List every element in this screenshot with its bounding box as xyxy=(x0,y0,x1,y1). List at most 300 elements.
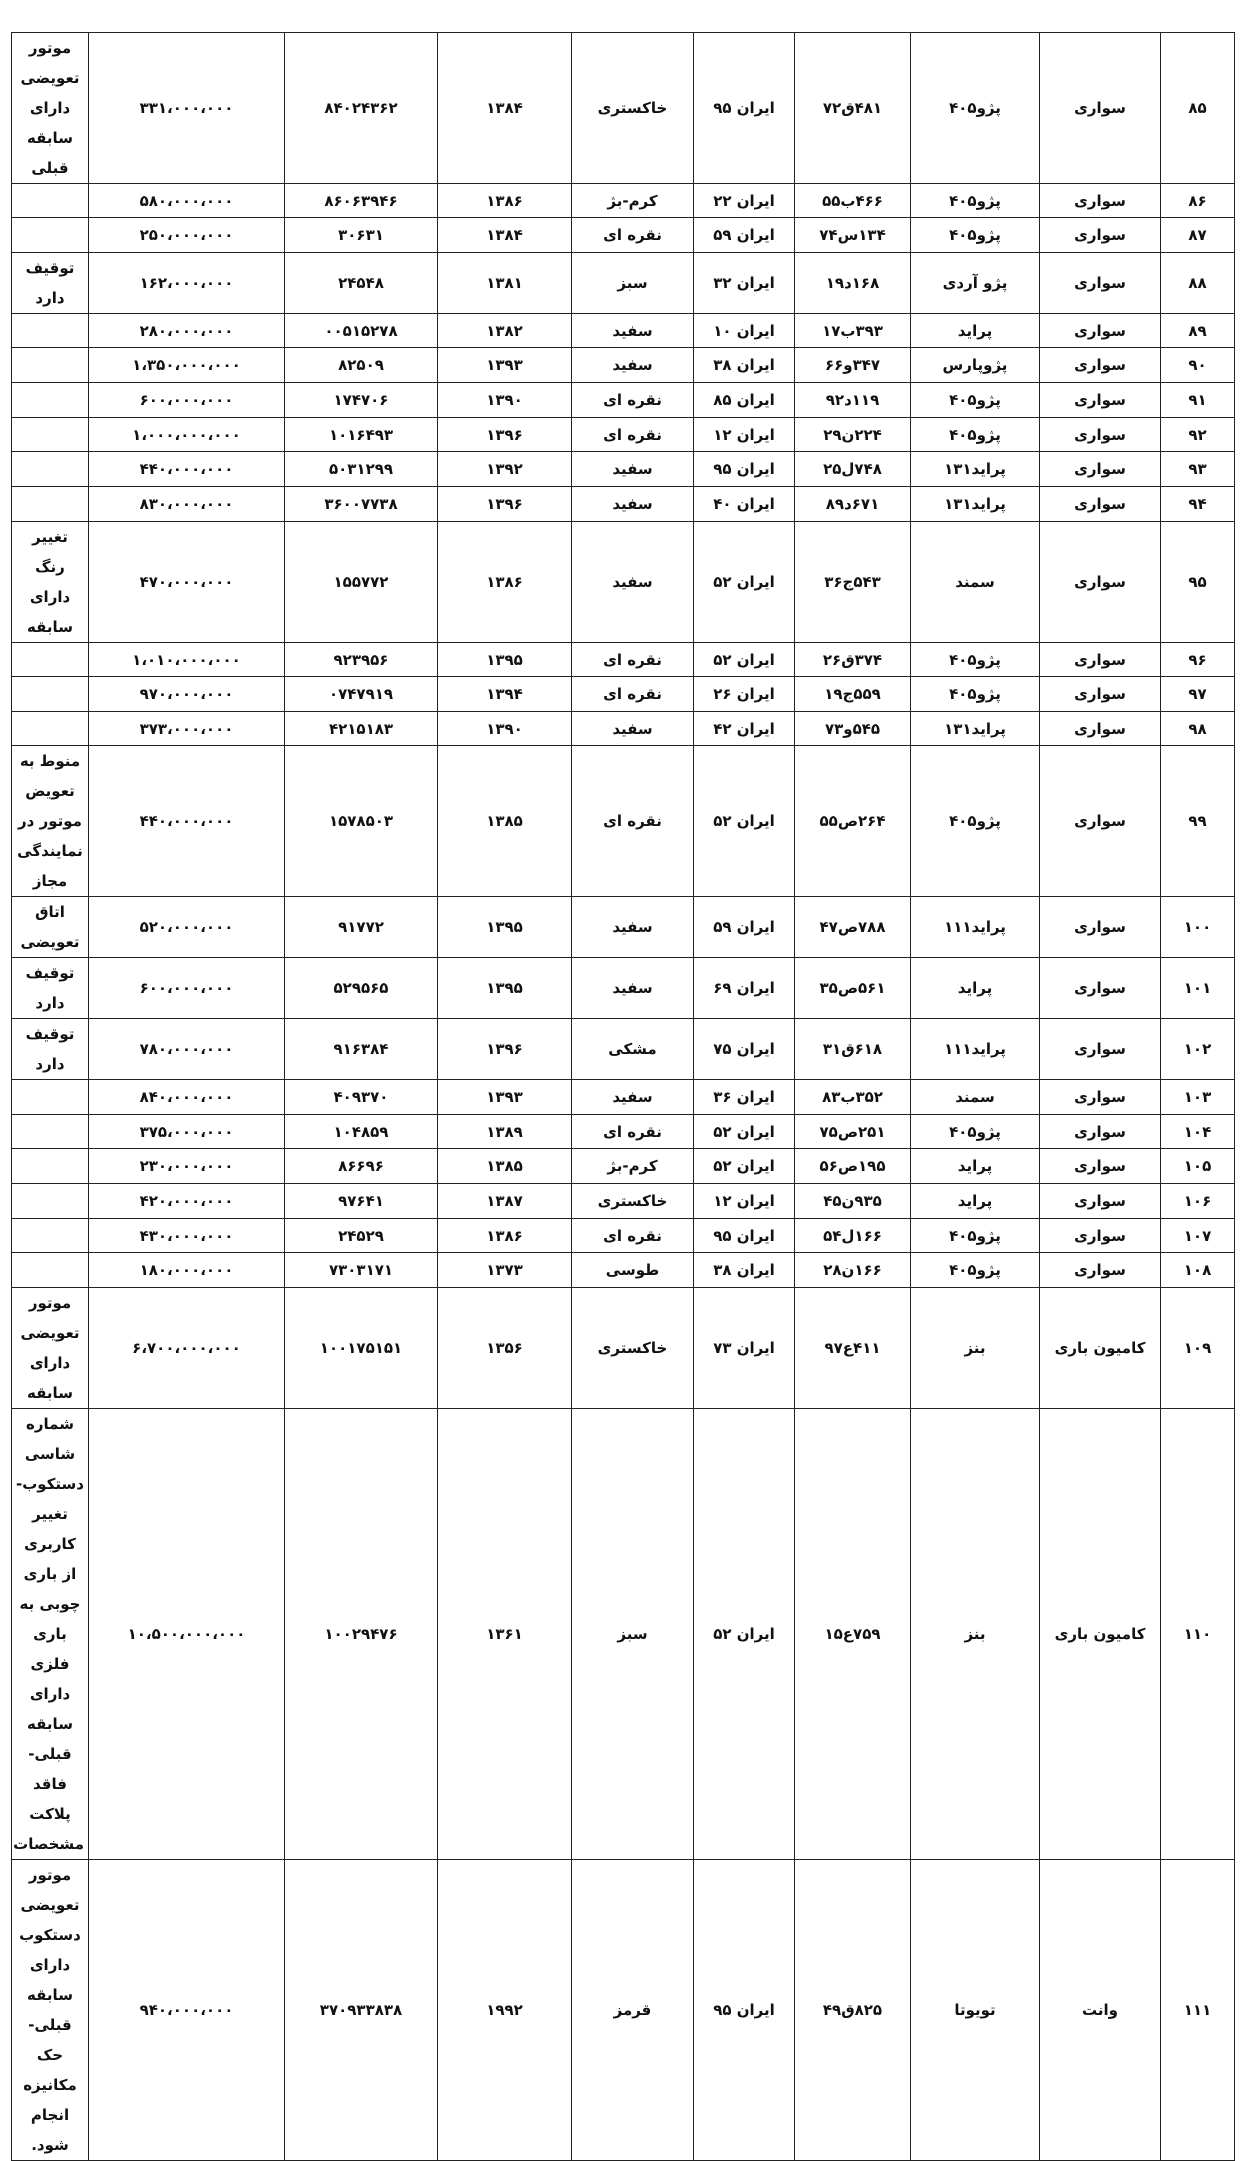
table-row xyxy=(12,1019,1235,1080)
remarks-cell xyxy=(12,1149,89,1184)
plate-number-cell: ۱۶۶ل۵۴ xyxy=(795,1219,911,1253)
table-row xyxy=(12,418,1235,452)
vehicle-type-cell: سواری xyxy=(1040,418,1161,452)
base-price-cell: ۶۰۰،۰۰۰،۰۰۰ xyxy=(89,958,285,1019)
table-row xyxy=(12,1860,1235,2161)
model-year-cell: ۱۳۸۹ xyxy=(438,1115,572,1149)
table-row xyxy=(12,1409,1235,1860)
vehicle-model-cell: پژوپارس xyxy=(911,348,1040,383)
serial-code-cell: ۴۰۹۳۷۰ xyxy=(285,1080,438,1115)
model-year-cell: ۱۳۸۶ xyxy=(438,1219,572,1253)
model-year-cell: ۱۳۹۵ xyxy=(438,958,572,1019)
serial-code-cell: ۷۳۰۳۱۷۱ xyxy=(285,1253,438,1288)
serial-code-cell: ۱۰۰۲۹۴۷۶ xyxy=(285,1409,438,1860)
remarks-cell xyxy=(12,452,89,487)
serial-code-cell: ۱۰۰۱۷۵۱۵۱ xyxy=(285,1288,438,1409)
plate-region-cell: ایران ۷۵ xyxy=(694,1019,795,1080)
serial-code-cell: ۴۲۱۵۱۸۳ xyxy=(285,712,438,746)
table-row xyxy=(12,958,1235,1019)
serial-code-cell: ۱۰۴۸۵۹ xyxy=(285,1115,438,1149)
row-number-cell: ۸۹ xyxy=(1161,314,1235,348)
vehicle-model-cell: پژو آردی xyxy=(911,253,1040,314)
vehicle-table-container xyxy=(11,32,1235,2161)
base-price-cell: ۷۸۰،۰۰۰،۰۰۰ xyxy=(89,1019,285,1080)
vehicle-type-cell: سواری xyxy=(1040,184,1161,218)
plate-number-cell: ۴۶۶ب۵۵ xyxy=(795,184,911,218)
remarks-cell xyxy=(12,677,89,712)
vehicle-model-cell: بنز xyxy=(911,1409,1040,1860)
model-year-cell: ۱۳۸۴ xyxy=(438,218,572,253)
vehicle-type-cell: سواری xyxy=(1040,314,1161,348)
model-year-cell: ۱۳۸۶ xyxy=(438,184,572,218)
base-price-cell: ۱،۰۰۰،۰۰۰،۰۰۰ xyxy=(89,418,285,452)
base-price-cell: ۶۰۰،۰۰۰،۰۰۰ xyxy=(89,383,285,418)
vehicle-model-cell: پژو۴۰۵ xyxy=(911,746,1040,897)
remarks-cell: توقیف دارد xyxy=(12,958,89,1019)
base-price-cell: ۴۴۰،۰۰۰،۰۰۰ xyxy=(89,452,285,487)
table-row xyxy=(12,1253,1235,1288)
vehicle-model-cell: پژو۴۰۵ xyxy=(911,1115,1040,1149)
plate-number-cell: ۲۶۴ص۵۵ xyxy=(795,746,911,897)
vehicle-type-cell: وانت xyxy=(1040,1860,1161,2161)
serial-code-cell: ۳۷۰۹۳۳۸۳۸ xyxy=(285,1860,438,2161)
vehicle-color-cell: نقره ای xyxy=(572,383,694,418)
vehicle-model-cell: پژو۴۰۵ xyxy=(911,33,1040,184)
table-row xyxy=(12,1080,1235,1115)
table-row xyxy=(12,348,1235,383)
vehicle-type-cell: سواری xyxy=(1040,33,1161,184)
base-price-cell: ۱۶۲،۰۰۰،۰۰۰ xyxy=(89,253,285,314)
table-row xyxy=(12,897,1235,958)
serial-code-cell: ۹۱۶۳۸۴ xyxy=(285,1019,438,1080)
plate-number-cell: ۱۳۴س۷۴ xyxy=(795,218,911,253)
remarks-cell xyxy=(12,712,89,746)
remarks-cell: منوط به تعویض موتور در نمایندگی مجاز xyxy=(12,746,89,897)
row-number-cell: ۱۰۰ xyxy=(1161,897,1235,958)
plate-region-cell: ایران ۳۸ xyxy=(694,348,795,383)
plate-region-cell: ایران ۳۲ xyxy=(694,253,795,314)
row-number-cell: ۱۰۵ xyxy=(1161,1149,1235,1184)
serial-code-cell: ۱۷۴۷۰۶ xyxy=(285,383,438,418)
vehicle-color-cell: سفید xyxy=(572,522,694,643)
row-number-cell: ۹۱ xyxy=(1161,383,1235,418)
plate-number-cell: ۳۵۲ب۸۳ xyxy=(795,1080,911,1115)
vehicle-type-cell: سواری xyxy=(1040,218,1161,253)
plate-number-cell: ۳۷۴ق۲۶ xyxy=(795,643,911,677)
table-row xyxy=(12,218,1235,253)
vehicle-model-cell: پراید xyxy=(911,314,1040,348)
row-number-cell: ۹۲ xyxy=(1161,418,1235,452)
plate-number-cell: ۳۹۳ب۱۷ xyxy=(795,314,911,348)
serial-code-cell: ۵۲۹۵۶۵ xyxy=(285,958,438,1019)
serial-code-cell: ۹۱۷۷۲ xyxy=(285,897,438,958)
plate-region-cell: ایران ۹۵ xyxy=(694,1860,795,2161)
vehicle-color-cell: خاکستری xyxy=(572,1184,694,1219)
remarks-cell xyxy=(12,184,89,218)
row-number-cell: ۸۶ xyxy=(1161,184,1235,218)
base-price-cell: ۸۳۰،۰۰۰،۰۰۰ xyxy=(89,487,285,522)
vehicle-table xyxy=(11,32,1235,2161)
serial-code-cell: ۳۰۶۳۱ xyxy=(285,218,438,253)
remarks-cell xyxy=(12,1080,89,1115)
serial-code-cell: ۳۶۰۰۷۷۳۸ xyxy=(285,487,438,522)
vehicle-type-cell: سواری xyxy=(1040,958,1161,1019)
row-number-cell: ۹۵ xyxy=(1161,522,1235,643)
vehicle-type-cell: کامیون باری xyxy=(1040,1409,1161,1860)
vehicle-type-cell: سواری xyxy=(1040,1219,1161,1253)
table-row xyxy=(12,184,1235,218)
base-price-cell: ۱،۰۱۰،۰۰۰،۰۰۰ xyxy=(89,643,285,677)
plate-number-cell: ۸۲۵ق۴۹ xyxy=(795,1860,911,2161)
vehicle-color-cell: سفید xyxy=(572,1080,694,1115)
table-row xyxy=(12,522,1235,643)
plate-region-cell: ایران ۴۲ xyxy=(694,712,795,746)
serial-code-cell: ۰۰۵۱۵۲۷۸ xyxy=(285,314,438,348)
base-price-cell: ۵۲۰،۰۰۰،۰۰۰ xyxy=(89,897,285,958)
table-row xyxy=(12,452,1235,487)
row-number-cell: ۸۵ xyxy=(1161,33,1235,184)
remarks-cell xyxy=(12,1184,89,1219)
vehicle-type-cell: سواری xyxy=(1040,677,1161,712)
vehicle-color-cell: مشکی xyxy=(572,1019,694,1080)
plate-region-cell: ایران ۵۲ xyxy=(694,1115,795,1149)
model-year-cell: ۱۳۹۰ xyxy=(438,712,572,746)
base-price-cell: ۸۴۰،۰۰۰،۰۰۰ xyxy=(89,1080,285,1115)
vehicle-color-cell: کرم-بژ xyxy=(572,184,694,218)
model-year-cell: ۱۳۸۱ xyxy=(438,253,572,314)
serial-code-cell: ۱۰۱۶۴۹۳ xyxy=(285,418,438,452)
vehicle-color-cell: نقره ای xyxy=(572,746,694,897)
model-year-cell: ۱۳۹۲ xyxy=(438,452,572,487)
row-number-cell: ۱۰۹ xyxy=(1161,1288,1235,1409)
model-year-cell: ۱۳۹۳ xyxy=(438,348,572,383)
row-number-cell: ۹۰ xyxy=(1161,348,1235,383)
plate-number-cell: ۱۱۹د۹۲ xyxy=(795,383,911,418)
base-price-cell: ۳۷۳،۰۰۰،۰۰۰ xyxy=(89,712,285,746)
model-year-cell: ۱۳۹۵ xyxy=(438,897,572,958)
vehicle-model-cell: پژو۴۰۵ xyxy=(911,677,1040,712)
vehicle-type-cell: سواری xyxy=(1040,897,1161,958)
plate-region-cell: ایران ۶۹ xyxy=(694,958,795,1019)
model-year-cell: ۱۳۸۲ xyxy=(438,314,572,348)
plate-region-cell: ایران ۸۵ xyxy=(694,383,795,418)
base-price-cell: ۲۸۰،۰۰۰،۰۰۰ xyxy=(89,314,285,348)
vehicle-color-cell: سفید xyxy=(572,897,694,958)
vehicle-type-cell: سواری xyxy=(1040,1184,1161,1219)
vehicle-type-cell: سواری xyxy=(1040,348,1161,383)
model-year-cell: ۱۳۹۰ xyxy=(438,383,572,418)
base-price-cell: ۲۳۰،۰۰۰،۰۰۰ xyxy=(89,1149,285,1184)
vehicle-color-cell: سفید xyxy=(572,487,694,522)
base-price-cell: ۲۵۰،۰۰۰،۰۰۰ xyxy=(89,218,285,253)
row-number-cell: ۱۰۱ xyxy=(1161,958,1235,1019)
remarks-cell: موتور تعویضی دستکوب دارای سابقه قبلی-حک مکانیزه انجام شود. xyxy=(12,1860,89,2161)
serial-code-cell: ۲۴۵۴۸ xyxy=(285,253,438,314)
vehicle-color-cell: سفید xyxy=(572,452,694,487)
remarks-cell xyxy=(12,643,89,677)
row-number-cell: ۱۱۱ xyxy=(1161,1860,1235,2161)
plate-region-cell: ایران ۳۶ xyxy=(694,1080,795,1115)
base-price-cell: ۴۷۰،۰۰۰،۰۰۰ xyxy=(89,522,285,643)
vehicle-color-cell: خاکستری xyxy=(572,1288,694,1409)
vehicle-model-cell: پراید۱۳۱ xyxy=(911,712,1040,746)
vehicle-model-cell: پژو۴۰۵ xyxy=(911,184,1040,218)
base-price-cell: ۴۲۰،۰۰۰،۰۰۰ xyxy=(89,1184,285,1219)
vehicle-type-cell: سواری xyxy=(1040,1253,1161,1288)
serial-code-cell: ۸۴۰۲۴۳۶۲ xyxy=(285,33,438,184)
vehicle-model-cell: سمند xyxy=(911,522,1040,643)
serial-code-cell: ۱۵۵۷۷۲ xyxy=(285,522,438,643)
plate-region-cell: ایران ۷۳ xyxy=(694,1288,795,1409)
remarks-cell: موتور تعویضی دارای سابقه xyxy=(12,1288,89,1409)
plate-number-cell: ۱۶۸د۱۹ xyxy=(795,253,911,314)
plate-region-cell: ایران ۵۹ xyxy=(694,897,795,958)
plate-region-cell: ایران ۳۸ xyxy=(694,1253,795,1288)
plate-region-cell: ایران ۵۲ xyxy=(694,522,795,643)
remarks-cell: تغییر رنگ دارای سابقه xyxy=(12,522,89,643)
base-price-cell: ۵۸۰،۰۰۰،۰۰۰ xyxy=(89,184,285,218)
vehicle-model-cell: پراید xyxy=(911,1184,1040,1219)
row-number-cell: ۸۸ xyxy=(1161,253,1235,314)
vehicle-model-cell: پراید۱۱۱ xyxy=(911,897,1040,958)
plate-number-cell: ۶۱۸ق۳۱ xyxy=(795,1019,911,1080)
plate-region-cell: ایران ۱۲ xyxy=(694,418,795,452)
row-number-cell: ۱۰۴ xyxy=(1161,1115,1235,1149)
vehicle-table-body xyxy=(12,33,1235,2161)
plate-number-cell: ۱۹۵ص۵۶ xyxy=(795,1149,911,1184)
plate-region-cell: ایران ۲۶ xyxy=(694,677,795,712)
table-row xyxy=(12,746,1235,897)
base-price-cell: ۶،۷۰۰،۰۰۰،۰۰۰ xyxy=(89,1288,285,1409)
model-year-cell: ۱۳۵۶ xyxy=(438,1288,572,1409)
row-number-cell: ۸۷ xyxy=(1161,218,1235,253)
vehicle-model-cell: پراید xyxy=(911,958,1040,1019)
vehicle-color-cell: نقره ای xyxy=(572,418,694,452)
remarks-cell xyxy=(12,1253,89,1288)
serial-code-cell: ۹۲۳۹۵۶ xyxy=(285,643,438,677)
remarks-cell xyxy=(12,1115,89,1149)
serial-code-cell: ۱۵۷۸۵۰۳ xyxy=(285,746,438,897)
plate-region-cell: ایران ۹۵ xyxy=(694,452,795,487)
vehicle-color-cell: سفید xyxy=(572,712,694,746)
plate-number-cell: ۵۶۱ص۳۵ xyxy=(795,958,911,1019)
base-price-cell: ۱۸۰،۰۰۰،۰۰۰ xyxy=(89,1253,285,1288)
remarks-cell xyxy=(12,418,89,452)
plate-number-cell: ۷۴۸ل۲۵ xyxy=(795,452,911,487)
model-year-cell: ۱۳۹۴ xyxy=(438,677,572,712)
vehicle-type-cell: سواری xyxy=(1040,712,1161,746)
vehicle-model-cell: پراید xyxy=(911,1149,1040,1184)
row-number-cell: ۹۹ xyxy=(1161,746,1235,897)
model-year-cell: ۱۳۸۶ xyxy=(438,522,572,643)
vehicle-model-cell: پژو۴۰۵ xyxy=(911,1253,1040,1288)
serial-code-cell: ۰۷۴۷۹۱۹ xyxy=(285,677,438,712)
model-year-cell: ۱۳۶۱ xyxy=(438,1409,572,1860)
model-year-cell: ۱۳۷۳ xyxy=(438,1253,572,1288)
serial-code-cell: ۵۰۳۱۲۹۹ xyxy=(285,452,438,487)
serial-code-cell: ۹۷۶۴۱ xyxy=(285,1184,438,1219)
remarks-cell xyxy=(12,1219,89,1253)
vehicle-type-cell: سواری xyxy=(1040,522,1161,643)
vehicle-color-cell: سبز xyxy=(572,1409,694,1860)
plate-region-cell: ایران ۵۲ xyxy=(694,643,795,677)
vehicle-type-cell: سواری xyxy=(1040,1080,1161,1115)
table-row xyxy=(12,1149,1235,1184)
vehicle-color-cell: سبز xyxy=(572,253,694,314)
remarks-cell xyxy=(12,314,89,348)
plate-number-cell: ۷۵۹ع۱۵ xyxy=(795,1409,911,1860)
row-number-cell: ۹۳ xyxy=(1161,452,1235,487)
vehicle-color-cell: نقره ای xyxy=(572,1115,694,1149)
plate-number-cell: ۳۴۷و۶۶ xyxy=(795,348,911,383)
vehicle-type-cell: سواری xyxy=(1040,1115,1161,1149)
remarks-cell: توقیف دارد xyxy=(12,253,89,314)
plate-number-cell: ۵۵۹ج۱۹ xyxy=(795,677,911,712)
table-row xyxy=(12,383,1235,418)
vehicle-color-cell: کرم-بژ xyxy=(572,1149,694,1184)
vehicle-type-cell: سواری xyxy=(1040,1019,1161,1080)
vehicle-color-cell: خاکستری xyxy=(572,33,694,184)
model-year-cell: ۱۳۹۶ xyxy=(438,1019,572,1080)
remarks-cell: شماره شاسی دستکوب-تغییر کاربری از باری چوبی به باری فلزی دارای سابقه قبلی-فاقد پلاکت مشخصات xyxy=(12,1409,89,1860)
serial-code-cell: ۸۶۶۹۶ xyxy=(285,1149,438,1184)
remarks-cell: اتاق تعویضی xyxy=(12,897,89,958)
serial-code-cell: ۸۲۵۰۹ xyxy=(285,348,438,383)
vehicle-model-cell: پراید۱۳۱ xyxy=(911,487,1040,522)
remarks-cell: موتور تعویضی دارای سابقه قبلی xyxy=(12,33,89,184)
row-number-cell: ۱۰۳ xyxy=(1161,1080,1235,1115)
vehicle-model-cell: پژو۴۰۵ xyxy=(911,218,1040,253)
model-year-cell: ۱۳۸۷ xyxy=(438,1184,572,1219)
base-price-cell: ۱۰،۵۰۰،۰۰۰،۰۰۰ xyxy=(89,1409,285,1860)
vehicle-model-cell: پراید۱۱۱ xyxy=(911,1019,1040,1080)
table-row xyxy=(12,314,1235,348)
plate-number-cell: ۴۸۱ق۷۲ xyxy=(795,33,911,184)
row-number-cell: ۹۶ xyxy=(1161,643,1235,677)
plate-region-cell: ایران ۵۲ xyxy=(694,1409,795,1860)
plate-region-cell: ایران ۵۹ xyxy=(694,218,795,253)
table-row xyxy=(12,253,1235,314)
serial-code-cell: ۸۶۰۶۳۹۴۶ xyxy=(285,184,438,218)
vehicle-type-cell: سواری xyxy=(1040,487,1161,522)
plate-region-cell: ایران ۱۲ xyxy=(694,1184,795,1219)
vehicle-model-cell: پراید۱۳۱ xyxy=(911,452,1040,487)
vehicle-color-cell: نقره ای xyxy=(572,677,694,712)
remarks-cell: توقیف دارد xyxy=(12,1019,89,1080)
model-year-cell: ۱۳۹۶ xyxy=(438,487,572,522)
row-number-cell: ۹۸ xyxy=(1161,712,1235,746)
plate-number-cell: ۵۴۳ج۳۶ xyxy=(795,522,911,643)
plate-region-cell: ایران ۴۰ xyxy=(694,487,795,522)
model-year-cell: ۱۳۹۵ xyxy=(438,643,572,677)
table-row xyxy=(12,487,1235,522)
table-row xyxy=(12,643,1235,677)
vehicle-type-cell: سواری xyxy=(1040,1149,1161,1184)
plate-number-cell: ۲۲۴ن۲۹ xyxy=(795,418,911,452)
row-number-cell: ۱۱۰ xyxy=(1161,1409,1235,1860)
vehicle-model-cell: پژو۴۰۵ xyxy=(911,383,1040,418)
plate-number-cell: ۱۶۶ن۲۸ xyxy=(795,1253,911,1288)
table-row xyxy=(12,33,1235,184)
vehicle-color-cell: قرمز xyxy=(572,1860,694,2161)
vehicle-model-cell: پژو۴۰۵ xyxy=(911,1219,1040,1253)
plate-number-cell: ۶۷۱د۸۹ xyxy=(795,487,911,522)
serial-code-cell: ۲۴۵۲۹ xyxy=(285,1219,438,1253)
vehicle-type-cell: سواری xyxy=(1040,383,1161,418)
vehicle-model-cell: بنز xyxy=(911,1288,1040,1409)
row-number-cell: ۹۷ xyxy=(1161,677,1235,712)
table-row xyxy=(12,1219,1235,1253)
vehicle-type-cell: سواری xyxy=(1040,643,1161,677)
vehicle-color-cell: سفید xyxy=(572,314,694,348)
vehicle-model-cell: سمند xyxy=(911,1080,1040,1115)
vehicle-color-cell: طوسی xyxy=(572,1253,694,1288)
plate-number-cell: ۷۸۸ص۴۷ xyxy=(795,897,911,958)
model-year-cell: ۱۳۸۴ xyxy=(438,33,572,184)
remarks-cell xyxy=(12,487,89,522)
remarks-cell xyxy=(12,348,89,383)
model-year-cell: ۱۹۹۲ xyxy=(438,1860,572,2161)
base-price-cell: ۴۳۰،۰۰۰،۰۰۰ xyxy=(89,1219,285,1253)
plate-number-cell: ۹۳۵ن۴۵ xyxy=(795,1184,911,1219)
row-number-cell: ۹۴ xyxy=(1161,487,1235,522)
remarks-cell xyxy=(12,218,89,253)
table-row xyxy=(12,1115,1235,1149)
model-year-cell: ۱۳۸۵ xyxy=(438,1149,572,1184)
vehicle-type-cell: سواری xyxy=(1040,452,1161,487)
model-year-cell: ۱۳۹۳ xyxy=(438,1080,572,1115)
table-row xyxy=(12,712,1235,746)
vehicle-color-cell: سفید xyxy=(572,348,694,383)
plate-number-cell: ۴۱۱ع۹۷ xyxy=(795,1288,911,1409)
base-price-cell: ۹۴۰،۰۰۰،۰۰۰ xyxy=(89,1860,285,2161)
base-price-cell: ۱،۳۵۰،۰۰۰،۰۰۰ xyxy=(89,348,285,383)
model-year-cell: ۱۳۸۵ xyxy=(438,746,572,897)
vehicle-type-cell: سواری xyxy=(1040,746,1161,897)
vehicle-model-cell: پژو۴۰۵ xyxy=(911,643,1040,677)
vehicle-color-cell: نقره ای xyxy=(572,643,694,677)
vehicle-color-cell: سفید xyxy=(572,958,694,1019)
base-price-cell: ۳۳۱،۰۰۰،۰۰۰ xyxy=(89,33,285,184)
plate-region-cell: ایران ۵۲ xyxy=(694,1149,795,1184)
base-price-cell: ۳۷۵،۰۰۰،۰۰۰ xyxy=(89,1115,285,1149)
plate-region-cell: ایران ۹۵ xyxy=(694,33,795,184)
table-row xyxy=(12,1288,1235,1409)
base-price-cell: ۹۷۰،۰۰۰،۰۰۰ xyxy=(89,677,285,712)
plate-number-cell: ۲۵۱ص۷۵ xyxy=(795,1115,911,1149)
plate-number-cell: ۵۴۵و۷۳ xyxy=(795,712,911,746)
vehicle-type-cell: سواری xyxy=(1040,253,1161,314)
row-number-cell: ۱۰۷ xyxy=(1161,1219,1235,1253)
vehicle-color-cell: نقره ای xyxy=(572,218,694,253)
vehicle-type-cell: کامیون باری xyxy=(1040,1288,1161,1409)
plate-region-cell: ایران ۵۲ xyxy=(694,746,795,897)
row-number-cell: ۱۰۲ xyxy=(1161,1019,1235,1080)
plate-region-cell: ایران ۲۲ xyxy=(694,184,795,218)
plate-region-cell: ایران ۹۵ xyxy=(694,1219,795,1253)
vehicle-model-cell: پژو۴۰۵ xyxy=(911,418,1040,452)
row-number-cell: ۱۰۶ xyxy=(1161,1184,1235,1219)
table-row xyxy=(12,1184,1235,1219)
vehicle-model-cell: تویوتا xyxy=(911,1860,1040,2161)
base-price-cell: ۴۴۰،۰۰۰،۰۰۰ xyxy=(89,746,285,897)
vehicle-color-cell: نقره ای xyxy=(572,1219,694,1253)
plate-region-cell: ایران ۱۰ xyxy=(694,314,795,348)
row-number-cell: ۱۰۸ xyxy=(1161,1253,1235,1288)
remarks-cell xyxy=(12,383,89,418)
model-year-cell: ۱۳۹۶ xyxy=(438,418,572,452)
table-row xyxy=(12,677,1235,712)
